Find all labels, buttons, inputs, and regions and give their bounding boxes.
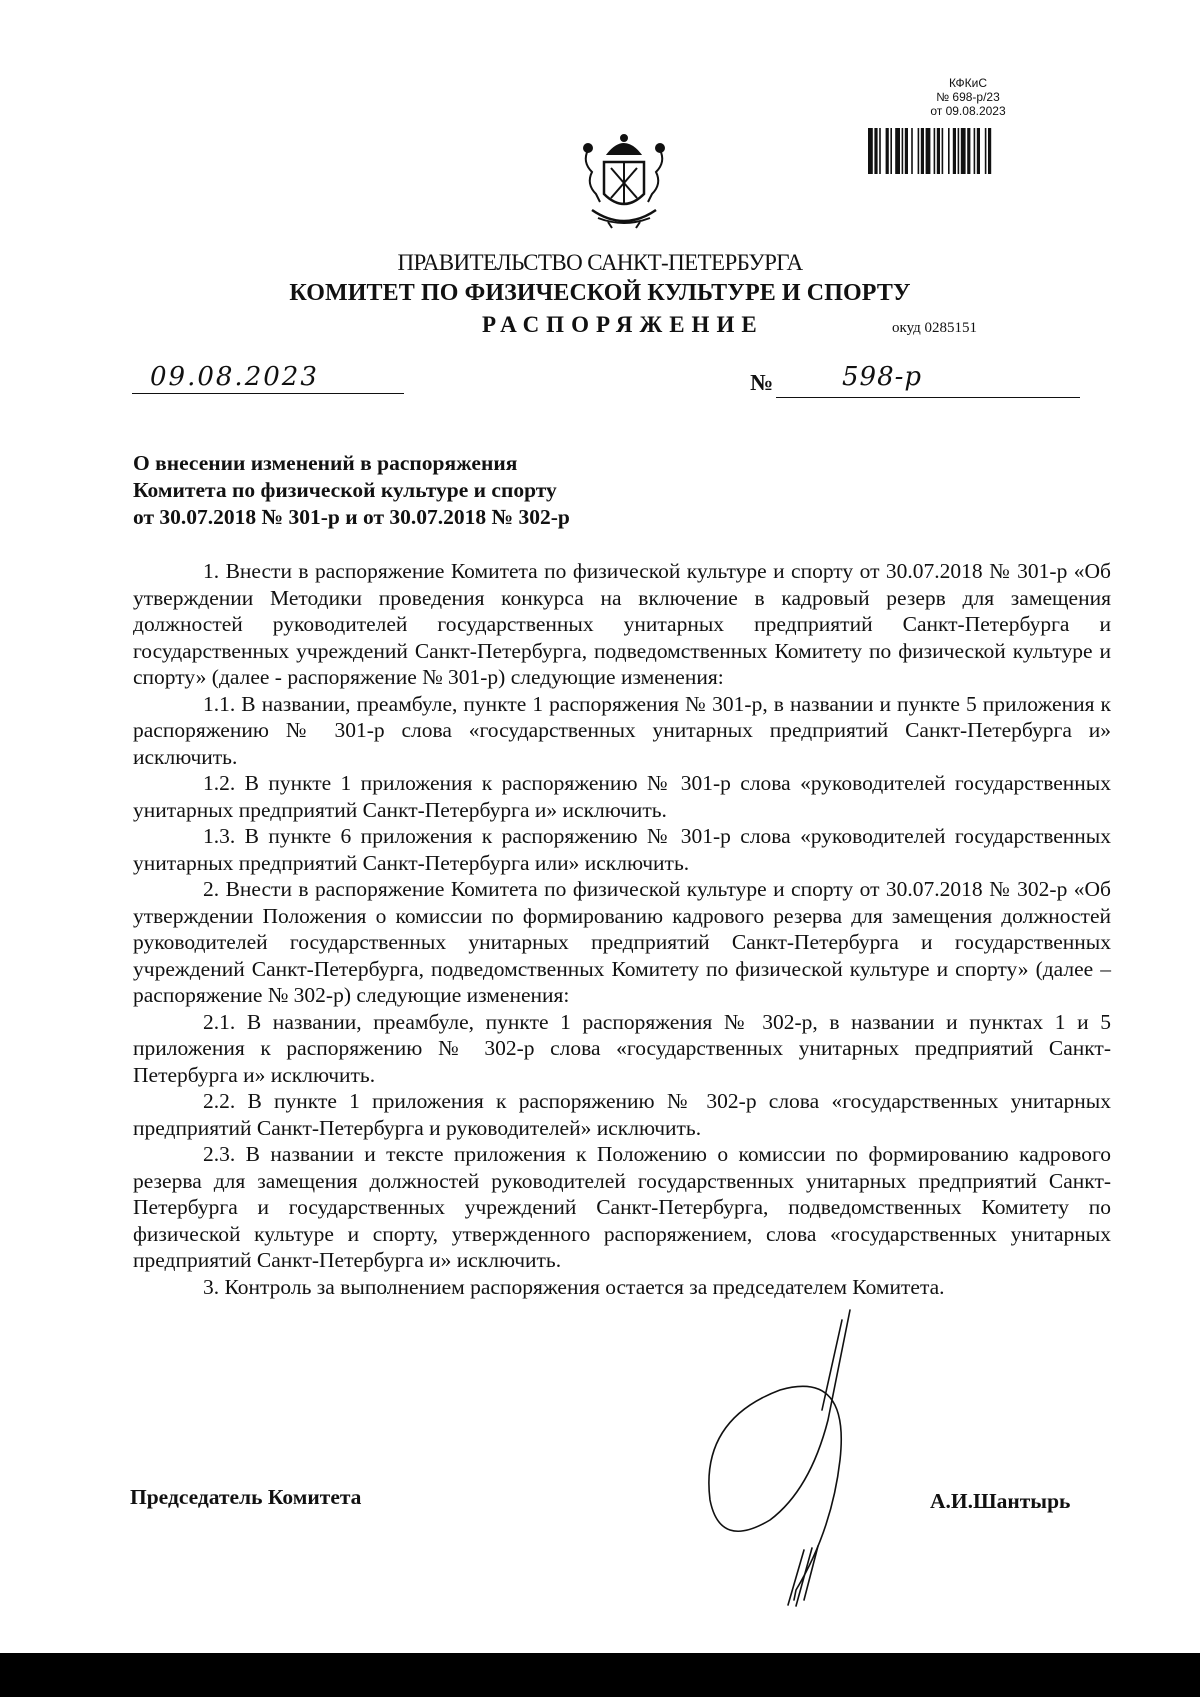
paragraph-2: 2. Внести в распоряжение Комитета по физической культуре и спорту от 30.07.2018 № 302-р «Об утверждении Положения о комиссии по формированию кадрового резерва для замещения должностей руководителей государственных унитарных предприятий Санкт-Петербурга и государственных учреждений Санкт-Петербурга, подведомственных Комитету по физической культуре и спорту» (далее – распоряжение № 302-р) следующие изменения: (133, 877, 1111, 1007)
coat-of-arms-emblem (578, 132, 670, 232)
order-number-label: № (750, 370, 774, 395)
date-underline (132, 392, 404, 394)
barcode-bar (890, 128, 892, 174)
barcode-bar (988, 128, 991, 174)
paragraph-2-3: 2.3. В названии и тексте приложения к Положению о комиссии по формированию кадрового резерва для замещения должностей руководителей государственных унитарных предприятий Санкт-Петербурга и государственных учреждений Санкт-Петербурга, подведомственных Комитету по физической культуре и спорту, утвержденного распоряжением, слова «государственных унитарных предприятий Санкт-Петербурга и» исключить. (133, 1142, 1111, 1272)
barcode-bar (874, 128, 877, 174)
barcode-bar (961, 128, 966, 174)
document-subject (133, 450, 570, 531)
paragraph-2-2: 2.2. В пункте 1 приложения к распоряжению № 302-р слова «государственных унитарных предприятий Санкт-Петербурга и руководителей» исключить. (133, 1089, 1111, 1140)
barcode-bar (977, 128, 980, 174)
paragraph-3: 3. Контроль за выполнением распоряжения остается за председателем Комитета. (203, 1274, 945, 1299)
handwritten-signature (700, 1300, 900, 1620)
barcode-bar (918, 128, 920, 174)
barcode-bar (895, 128, 900, 174)
barcode-bar (958, 128, 960, 174)
barcode (868, 128, 1064, 174)
barcode-bar (921, 128, 924, 174)
order-date: 09.08.2023 (150, 362, 319, 392)
registration-stamp (868, 76, 1068, 118)
number-underline (776, 396, 1080, 398)
barcode-bar (953, 128, 956, 174)
barcode-bar (942, 128, 944, 174)
registration-number: № 698-р/23 (936, 90, 1000, 104)
barcode-bar (937, 128, 940, 174)
paragraph-1-2: 1.2. В пункте 1 приложения к распоряжению № 301-р слова «руководителей государственных унитарных предприятий Санкт-Петербурга и» исключить. (133, 771, 1111, 822)
document-body (133, 558, 1111, 1300)
subject-line: О внесении изменений в распоряжения (133, 451, 518, 475)
paragraph-2-1: 2.1. В названии, преамбуле, пункте 1 распоряжения № 302-р, в названии и пунктах 1 и 5 приложения к распоряжению № 302-р слова «государственных унитарных предприятий Санкт-Петербурга и» исключить. (133, 1009, 1111, 1087)
barcode-bar (967, 128, 970, 174)
subject-line: от 30.07.2018 № 301-р и от 30.07.2018 № 302-р (133, 505, 570, 529)
barcode-bar (934, 128, 936, 174)
barcode-bar (868, 128, 873, 174)
barcode-bar (879, 128, 881, 174)
scan-border (0, 1653, 1200, 1697)
barcode-bar (886, 128, 889, 174)
paragraph-1-3: 1.3. В пункте 6 приложения к распоряжению № 301-р слова «руководителей государственных унитарных предприятий Санкт-Петербурга или» исключить. (133, 824, 1111, 875)
registration-org: КФКиС (948, 76, 988, 90)
barcode-bar (926, 128, 931, 174)
government-name: ПРАВИТЕЛЬСТВО САНКТ-ПЕТЕРБУРГА (397, 250, 803, 275)
signatory-name: А.И.Шантырь (930, 1489, 1071, 1513)
committee-name: КОМИТЕТ ПО ФИЗИЧЕСКОЙ КУЛЬТУРЕ И СПОРТУ (289, 280, 911, 306)
order-number: 598-р (842, 362, 923, 392)
document-type: РАСПОРЯЖЕНИЕ (482, 312, 764, 337)
barcode-bar (974, 128, 976, 174)
signatory-title: Председатель Комитета (130, 1485, 362, 1509)
barcode-bar (948, 128, 950, 174)
paragraph-1-1: 1.1. В названии, преамбуле, пункте 1 распоряжения № 301-р, в названии и пункте 5 приложения к распоряжению № 301-р слова «государственных унитарных предприятий Санкт-Петербурга и» исключить. (133, 691, 1111, 769)
barcode-bar (911, 128, 913, 174)
barcode-bar (902, 128, 904, 174)
barcode-bar (905, 128, 908, 174)
paragraph-1: 1. Внести в распоряжение Комитета по физической культуре и спорту от 30.07.2018 № 301-р «Об утверждении Методики проведения конкурса на включение в кадровый резерв для замещения должностей руководителей государственных унитарных предприятий Санкт-Петербурга и государственных учреждений Санкт-Петербурга, подведомственных Комитету по физической культуре и спорту» (далее - распоряжение № 301-р) следующие изменения: (133, 559, 1111, 689)
barcode-bar (985, 128, 987, 174)
registration-date: от 09.08.2023 (930, 104, 1006, 118)
subject-line: Комитета по физической культуре и спорту (133, 478, 557, 502)
okud-code: окуд 0285151 (892, 320, 978, 336)
